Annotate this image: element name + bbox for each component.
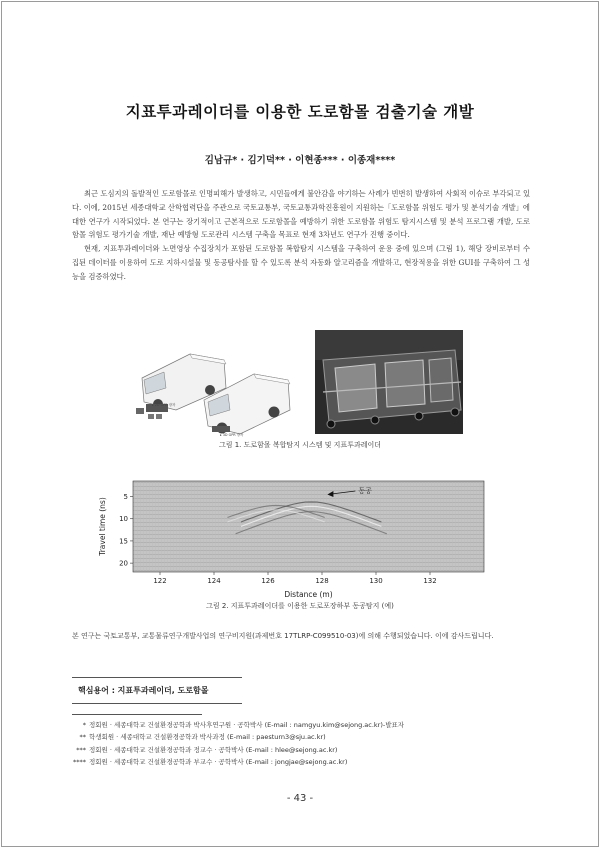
footnote-mark: *	[82, 721, 86, 729]
footnote-row	[72, 744, 532, 756]
footnote-mark: ****	[73, 757, 86, 766]
footnote-row	[72, 756, 532, 768]
footnotes	[72, 719, 532, 768]
gpr-antenna-photo	[315, 330, 463, 434]
abstract-paragraph: 현재, 지표투과레이더와 노면영상 수집장치가 포함된 도로함몰 복합탐지 시스템을 구축하여 운용 중에 있으며 (그림 1), 해당 장비로부터 수집된 데이터를 이용하여 도로 지하시설물 및 동공탐사를 할 수 있도록 분석 자동화 알고리즘을 개발하고, 현장적용을 위한 GUI를 구축하여 그 성능을 검증하였다.	[72, 244, 530, 281]
footnote-text: 정회원 · 세종대학교 건설환경공학과 부교수 · 공학박사 (E-mail : jongjae@sejong.ac.kr)	[89, 757, 348, 766]
x-tick-label: 124	[207, 577, 221, 585]
footnote-row	[72, 719, 532, 731]
gpr-radargram-chart	[95, 478, 495, 600]
footnote-mark: ***	[76, 745, 86, 754]
van-label-2d: ▸ 2D GPR 장착	[152, 403, 176, 407]
cavity-label: 동공	[358, 486, 372, 495]
page-number: - 43 -	[286, 793, 314, 804]
footnote-text: 정회원 · 세종대학교 건설환경공학과 박사후연구원 · 공학박사 (E-mail : namgyu.kim@sejong.ac.kr)-발표자	[89, 721, 405, 729]
y-tick-label: 20	[119, 559, 128, 568]
radargram-image	[133, 481, 484, 572]
y-tick-label: 10	[119, 515, 128, 524]
abstract	[72, 187, 530, 284]
survey-vans-illustration	[132, 330, 294, 440]
x-axis-ticks	[153, 572, 436, 585]
footnote-row	[72, 731, 532, 743]
paper-title: 지표투과레이더를 이용한 도로함몰 검출기술 개발	[125, 103, 475, 121]
y-axis-label: Travel time (ns)	[98, 497, 107, 556]
footnote-text: 정회원 · 세종대학교 건설환경공학과 정교수 · 공학박사 (E-mail : hlee@sejong.ac.kr)	[89, 745, 338, 754]
van-label-3d: ▸ 3D GPR 장착	[220, 433, 244, 437]
x-tick-label: 132	[423, 577, 437, 585]
footnote-text: 학생회원 · 세종대학교 건설환경공학과 박사과정 (E-mail : paesturn3@sju.ac.kr)	[89, 733, 326, 742]
y-tick-label: 15	[119, 537, 128, 546]
x-tick-label: 122	[153, 577, 167, 585]
keywords-box	[72, 677, 242, 704]
x-tick-label: 128	[315, 577, 329, 585]
footnote-divider	[72, 714, 202, 715]
figure1-caption: 그림 1. 도로함몰 복합탐지 시스템 및 지표투과레이더	[218, 441, 382, 449]
keywords-text: 핵심용어 : 지표투과레이더, 도로함몰	[78, 686, 209, 695]
y-tick-label: 5	[123, 493, 128, 502]
x-axis-label: Distance (m)	[284, 590, 333, 599]
author-list: 김남규* · 김기덕** · 이현종*** · 이종재****	[204, 155, 396, 166]
footnote-mark: **	[79, 733, 86, 742]
abstract-paragraph: 최근 도심지의 돌발적인 도로함몰로 인명피해가 발생하고, 시민들에게 불안감을 야기하는 사례가 빈번히 발생하여 사회적 이슈로 부각되고 있다. 이에, 2015년 세종대학교 산학협력단을 주관으로 국토교통부, 국토교통과학진흥원이 지원하는「도로함몰 위험도 평가 및 분석기술 개발」에 대한 연구가 시작되었다. 본 연구는 장기적이고 근본적으로 도로함몰을 예방하기 위한 도로함몰 위험도 탐지시스템 및 분석 프로그램 개발, 도로함몰 위험도 평가기술 개발, 재난 예방형 도로관리 시스템 구축을 목표로 현재 3차년도 연구가 진행 중이다.	[72, 189, 530, 240]
x-tick-label: 130	[369, 577, 383, 585]
y-axis-ticks	[119, 493, 133, 568]
x-tick-label: 126	[261, 577, 275, 585]
funding-acknowledgement: 본 연구는 국토교통부, 교통물류연구개발사업의 연구비지원(과제번호 17TLRP-C099510-03)에 의해 수행되었습니다. 이에 감사드립니다.	[72, 632, 494, 640]
figure2-caption: 그림 2. 지표투과레이더를 이용한 도로포장하부 동공탐지 (예)	[206, 602, 394, 610]
